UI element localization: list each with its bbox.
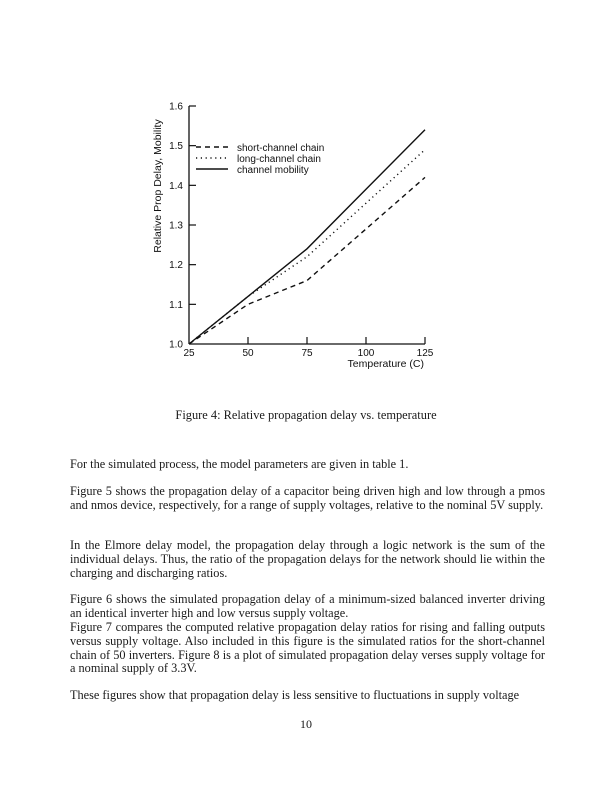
x-tick-label: 75 [301, 348, 313, 359]
y-tick-label: 1.0 [169, 339, 183, 351]
legend-label: long-channel chain [237, 154, 321, 165]
y-axis-label: Relative Prop Delay, Mobility [152, 119, 164, 253]
figure-4-chart [0, 0, 612, 380]
paragraph-text: Figure 5 shows the propagation delay of a capacitor being driven high and low through a pmos and nmos device, respectively, for a range of supply voltages, relative to the nominal 5V supply. [70, 484, 545, 512]
legend-label: short-channel chain [237, 143, 325, 154]
x-axis-ticks [183, 337, 433, 359]
paragraph-5 [70, 621, 545, 676]
paragraph-3 [70, 539, 545, 580]
paragraph-6 [70, 689, 545, 703]
page-number: 10 [300, 717, 312, 731]
legend-label: channel mobility [237, 165, 309, 176]
x-tick-label: 125 [416, 348, 434, 359]
paragraph-text: These figures show that propagation delay is less sensitive to fluctuations in supply voltage [70, 688, 520, 702]
chart-legend [196, 143, 324, 176]
y-tick-label: 1.5 [169, 141, 183, 153]
chart-axes [189, 106, 425, 344]
y-tick-label: 1.3 [169, 220, 183, 232]
y-tick-label: 1.1 [169, 299, 183, 311]
y-tick-label: 1.2 [169, 260, 183, 272]
paragraph-2 [70, 485, 545, 513]
y-tick-label: 1.6 [169, 101, 183, 113]
x-axis-label: Temperature (C) [347, 358, 424, 370]
paragraph-4 [70, 593, 545, 621]
paragraph-text: In the Elmore delay model, the propagation delay through a logic network is the sum of the individual delays. Thus, the ratio of the propagation delays for the network should lie within the charging and discharging ratios. [70, 538, 545, 580]
paragraph-1 [70, 458, 545, 472]
y-tick-label: 1.4 [169, 180, 183, 192]
x-tick-label: 25 [183, 348, 195, 359]
series-line-dashed [189, 177, 425, 344]
paragraph-text: Figure 6 shows the simulated propagation delay of a minimum-sized balanced inverter driving an identical inverter high and low versus supply voltage. [70, 592, 545, 620]
x-tick-label: 50 [242, 348, 254, 359]
y-axis-ticks [169, 102, 196, 351]
paragraph-text: Figure 7 compares the computed relative propagation delay ratios for rising and falling outputs versus supply voltage. Also included in this figure is the simulated ratios for the short-channel chain of 50 inverters. Figure 8 is a plot of simulated propagation delay verses supply voltage for a nominal supply of 3.3V. [70, 620, 545, 676]
paragraph-text: For the simulated process, the model parameters are given in table 1. [70, 457, 409, 471]
figure-caption: Figure 4: Relative propagation delay vs. temperature [175, 408, 437, 422]
x-tick-label: 100 [357, 348, 375, 359]
